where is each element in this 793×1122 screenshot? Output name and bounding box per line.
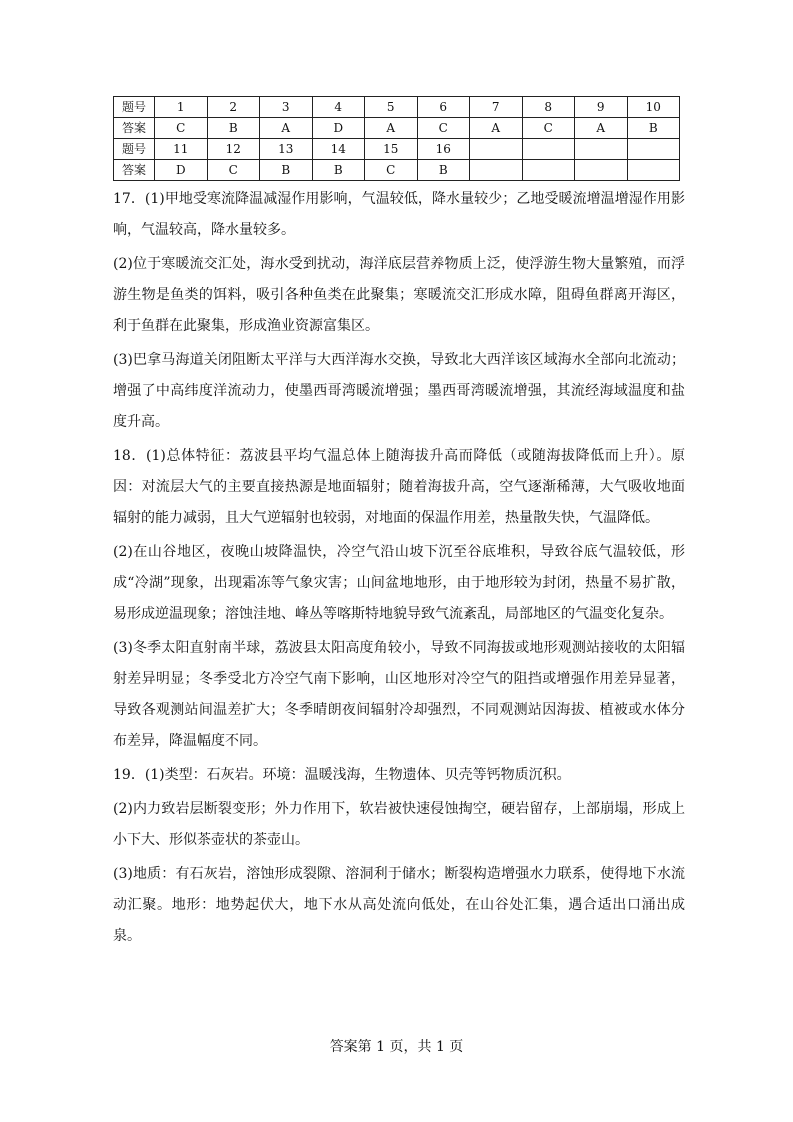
table-cell: D <box>155 160 208 181</box>
row-label: 答案 <box>114 118 155 139</box>
table-row <box>114 97 680 118</box>
answer-paragraph-17-3: (3)巴拿马海道关闭阻断太平洋与大西洋海水交换，导致北大西洋该区域海水全部向北流动；增强了中高纬度洋流动力，使墨西哥湾暖流增强；墨西哥湾暖流增强，其流经海域温度和盐度升高。 <box>113 352 685 430</box>
answer-paragraph-19-1: 19．(1)类型：石灰岩。环境：温暖浅海，生物遗体、贝壳等钙物质沉积。 <box>113 767 571 783</box>
answer-explanations <box>113 184 685 955</box>
table-row <box>114 160 680 181</box>
table-cell: 12 <box>207 139 260 160</box>
row-label: 题号 <box>114 139 155 160</box>
table-cell: 2 <box>207 97 260 118</box>
table-cell: C <box>365 160 418 181</box>
table-cell: 6 <box>417 97 470 118</box>
table-row <box>114 118 680 139</box>
table-cell: 8 <box>522 97 575 118</box>
table-cell: 15 <box>365 139 418 160</box>
answer-paragraph-17-2: (2)位于寒暖流交汇处，海水受到扰动，海洋底层营养物质上泛，使浮游生物大量繁殖，而浮游生物是鱼类的饵料，吸引各种鱼类在此聚集；寒暖流交汇形成水障，阻碍鱼群离开海区，利于鱼群在此聚集，形成渔业资源富集区。 <box>113 256 685 334</box>
row-label: 题号 <box>114 97 155 118</box>
table-cell: 14 <box>312 139 365 160</box>
answer-paragraph-18-3: (3)冬季太阳直射南半球，荔波县太阳高度角较小，导致不同海拔或地形观测站接收的太阳辐射差异明显；冬季受北方冷空气南下影响，山区地形对冷空气的阻挡或增强作用差异显著，导致各观测站间温差扩大；冬季晴朗夜间辐射冷却强烈，不同观测站因海拔、植被或水体分布差异，降温幅度不同。 <box>113 640 685 749</box>
table-cell <box>575 160 628 181</box>
table-cell: 13 <box>260 139 313 160</box>
table-cell <box>522 139 575 160</box>
table-cell: B <box>260 160 313 181</box>
table-cell: D <box>312 118 365 139</box>
table-cell <box>627 160 680 181</box>
table-cell: 4 <box>312 97 365 118</box>
table-cell: 5 <box>365 97 418 118</box>
table-cell: A <box>260 118 313 139</box>
table-cell: 11 <box>155 139 208 160</box>
table-cell <box>470 139 523 160</box>
answer-paragraph-18-2: (2)在山谷地区，夜晚山坡降温快，冷空气沿山坡下沉至谷底堆积，导致谷底气温较低，形成“冷湖”现象，出现霜冻等气象灾害；山间盆地地形，由于地形较为封闭，热量不易扩散，易形成逆温现象；溶蚀洼地、峰丛等喀斯特地貌导致气流紊乱，局部地区的气温变化复杂。 <box>113 544 685 622</box>
table-cell: C <box>155 118 208 139</box>
row-label: 答案 <box>114 160 155 181</box>
page-footer: 答案第 1 页，共 1 页 <box>329 1039 464 1055</box>
table-cell: B <box>207 118 260 139</box>
table-cell: C <box>207 160 260 181</box>
table-cell: 16 <box>417 139 470 160</box>
table-cell: A <box>470 118 523 139</box>
table-cell: 9 <box>575 97 628 118</box>
table-cell: 3 <box>260 97 313 118</box>
answer-paragraph-19-3: (3)地质：有石灰岩，溶蚀形成裂隙、溶洞利于储水；断裂构造增强水力联系，使得地下水流动汇聚。地形：地势起伏大，地下水从高处流向低处，在山谷处汇集，遇合适出口涌出成泉。 <box>113 866 685 944</box>
table-cell: 10 <box>627 97 680 118</box>
table-cell <box>575 139 628 160</box>
table-cell: B <box>417 160 470 181</box>
table-cell <box>470 160 523 181</box>
table-cell: C <box>417 118 470 139</box>
table-row <box>114 139 680 160</box>
table-cell: A <box>575 118 628 139</box>
table-cell: 7 <box>470 97 523 118</box>
answer-paragraph-18-1: 18．(1)总体特征：荔波县平均气温总体上随海拔升高而降低（或随海拔降低而上升）。原因：对流层大气的主要直接热源是地面辐射；随着海拔升高，空气逐渐稀薄，大气吸收地面辐射的能力减弱，且大气逆辐射也较弱，对地面的保温作用差，热量散失快，气温降低。 <box>113 448 685 526</box>
table-cell <box>627 139 680 160</box>
table-cell <box>522 160 575 181</box>
table-cell: C <box>522 118 575 139</box>
table-cell: B <box>627 118 680 139</box>
table-cell: B <box>312 160 365 181</box>
table-cell: 1 <box>155 97 208 118</box>
answer-paragraph-17-1: 17．(1)甲地受寒流降温减湿作用影响，气温较低，降水量较少；乙地受暖流增温增湿作用影响，气温较高，降水量较多。 <box>113 191 685 238</box>
answer-paragraph-19-2: (2)内力致岩层断裂变形；外力作用下，软岩被快速侵蚀掏空，硬岩留存，上部崩塌，形成上小下大、形似茶壶状的茶壶山。 <box>113 801 685 848</box>
answer-table <box>113 96 680 181</box>
table-cell: A <box>365 118 418 139</box>
